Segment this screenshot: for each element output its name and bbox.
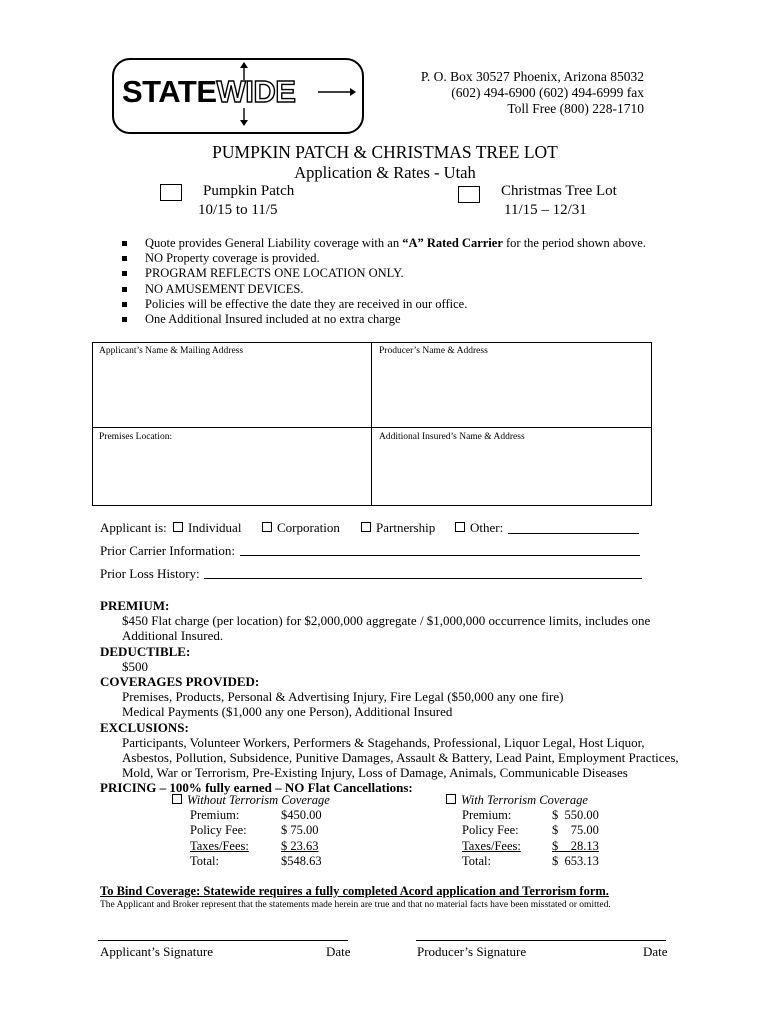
pumpkin-patch-dates: 10/15 to 11/5	[198, 202, 278, 218]
option-label: Corporation	[277, 520, 340, 535]
with-terrorism-checkbox[interactable]	[446, 794, 456, 804]
checkbox-icon[interactable]	[455, 522, 465, 532]
policy-fee-label: Policy Fee:	[190, 823, 247, 838]
premium-value: $450.00	[281, 808, 322, 823]
premium-section	[100, 598, 679, 796]
bullet-text: Quote provides General Liability coverage with an	[145, 236, 403, 250]
pumpkin-patch-checkbox[interactable]	[160, 184, 182, 201]
applicant-name-field[interactable]: Applicant’s Name & Mailing Address	[99, 346, 244, 356]
taxes-fees-value: $ 28.13	[552, 838, 599, 853]
applicant-date-label: Date	[326, 944, 351, 959]
logo-down-arrow-icon	[238, 108, 250, 126]
premises-location-field[interactable]: Premises Location:	[99, 432, 173, 442]
checkbox-icon[interactable]	[262, 522, 272, 532]
additional-insured-field[interactable]: Additional Insured’s Name & Address	[379, 432, 525, 442]
christmas-tree-checkbox[interactable]	[458, 186, 480, 203]
logo-arrow-icon	[316, 80, 356, 104]
option-label: Other:	[470, 520, 504, 535]
prior-loss-label: Prior Loss History:	[100, 566, 200, 581]
premium-label: Premium:	[190, 808, 240, 823]
coverages-line-1: Premises, Products, Personal & Advertising Injury, Fire Legal ($50,000 any one fire)	[122, 689, 564, 705]
producer-date-label: Date	[643, 944, 668, 959]
coverages-heading: COVERAGES PROVIDED:	[100, 674, 260, 690]
disclaimer-text: The Applicant and Broker represent that the statements made herein are true and that no material facts have been misstated or omitted.	[100, 900, 611, 910]
partnership-option[interactable]	[361, 520, 435, 536]
company-address	[392, 69, 644, 117]
checkbox-icon[interactable]	[361, 522, 371, 532]
exclusions-heading: EXCLUSIONS:	[100, 719, 189, 735]
page-title: PUMPKIN PATCH & CHRISTMAS TREE LOT	[212, 142, 558, 162]
applicant-type-label: Applicant is:	[100, 520, 167, 535]
prior-carrier-input-line[interactable]	[240, 555, 640, 556]
applicant-signature-label: Applicant’s Signature	[100, 944, 214, 959]
other-option[interactable]	[455, 520, 503, 536]
corporation-option[interactable]	[262, 520, 340, 536]
list-item: PROGRAM REFLECTS ONE LOCATION ONLY.	[120, 266, 646, 281]
list-item: One Additional Insured included at no extra charge	[120, 312, 646, 327]
total-label: Total:	[462, 853, 491, 868]
list-item: Policies will be effective the date they are received in our office.	[120, 297, 646, 312]
address-line-3: Toll Free (800) 228-1710	[507, 101, 644, 116]
individual-option[interactable]	[173, 520, 241, 536]
other-input-line[interactable]	[508, 533, 639, 534]
option-label: Partnership	[376, 520, 436, 535]
premium-line-1: $450 Flat charge (per location) for $2,000,000 aggregate / $1,000,000 occurrence limits, includes one	[122, 613, 651, 629]
with-terrorism-title: With Terrorism Coverage	[461, 793, 588, 807]
premium-line-2: Additional Insured.	[122, 628, 224, 644]
total-value: $548.63	[281, 853, 322, 868]
address-line-2: (602) 494-6900 (602) 494-6999 fax	[451, 85, 644, 100]
premium-value: $ 550.00	[552, 808, 599, 823]
policy-fee-label: Policy Fee:	[462, 823, 519, 838]
exclusions-line-2: Asbestos, Pollution, Subsidence, Punitive Damages, Assault & Battery, Lead Paint, Employment Practices,	[122, 750, 679, 766]
page-subtitle: Application & Rates - Utah	[294, 163, 476, 182]
address-line-1: P. O. Box 30527 Phoenix, Arizona 85032	[420, 69, 644, 84]
bullet-bold-text: “A” Rated Carrier	[402, 236, 503, 250]
without-terrorism-checkbox[interactable]	[172, 794, 182, 804]
list-item: NO Property coverage is provided.	[120, 251, 646, 266]
list-item	[120, 236, 646, 251]
policy-fee-value: $ 75.00	[552, 823, 599, 838]
total-label: Total:	[190, 853, 219, 868]
producer-signature-line[interactable]	[416, 940, 666, 941]
deductible-value: $500	[122, 658, 148, 674]
prior-carrier-label: Prior Carrier Information:	[100, 543, 236, 558]
option-label: Individual	[188, 520, 242, 535]
without-terrorism-block	[172, 793, 330, 869]
deductible-heading: DEDUCTIBLE:	[100, 643, 191, 659]
bullet-text: for the period shown above.	[502, 236, 646, 250]
statewide-logo	[122, 72, 295, 112]
applicant-signature-line[interactable]	[98, 940, 348, 941]
christmas-tree-dates: 11/15 – 12/31	[504, 202, 587, 218]
bind-coverage-note: To Bind Coverage: Statewide requires a fully completed Acord application and Terrorism form.	[100, 884, 609, 898]
pumpkin-patch-label: Pumpkin Patch	[203, 183, 295, 199]
producer-name-field[interactable]: Producer’s Name & Address	[379, 346, 488, 356]
exclusions-line-1: Participants, Volunteer Workers, Performers & Stagehands, Professional, Liquor Legal, Host Liquor,	[122, 734, 645, 750]
taxes-fees-value: $ 23.63	[281, 838, 319, 853]
terms-list	[120, 236, 646, 327]
logo-solid-text: STATE	[122, 74, 217, 109]
with-terrorism-block	[446, 793, 599, 869]
logo-outline-text: WIDE	[216, 74, 296, 109]
list-item: NO AMUSEMENT DEVICES.	[120, 282, 646, 297]
checkbox-icon[interactable]	[173, 522, 183, 532]
premium-label: Premium:	[462, 808, 512, 823]
exclusions-line-3: Mold, War or Terrorism, Pre-Existing Injury, Loss of Damage, Animals, Communicable Diseases	[122, 765, 628, 781]
coverages-line-2: Medical Payments ($1,000 any one Person), Additional Insured	[122, 704, 453, 720]
total-value: $ 653.13	[552, 853, 599, 868]
logo-up-arrow-icon	[238, 62, 250, 80]
christmas-tree-label: Christmas Tree Lot	[501, 183, 617, 199]
taxes-fees-label: Taxes/Fees:	[462, 838, 521, 853]
premium-heading: PREMIUM:	[100, 598, 170, 613]
producer-signature-label: Producer’s Signature	[417, 944, 527, 959]
policy-fee-value: $ 75.00	[281, 823, 319, 838]
taxes-fees-label: Taxes/Fees:	[190, 838, 249, 853]
pricing-heading: PRICING – 100% fully earned – NO Flat Cancellations:	[100, 780, 413, 796]
without-terrorism-title: Without Terrorism Coverage	[187, 793, 330, 807]
applicant-info-grid	[92, 342, 652, 506]
prior-loss-input-line[interactable]	[204, 578, 642, 579]
